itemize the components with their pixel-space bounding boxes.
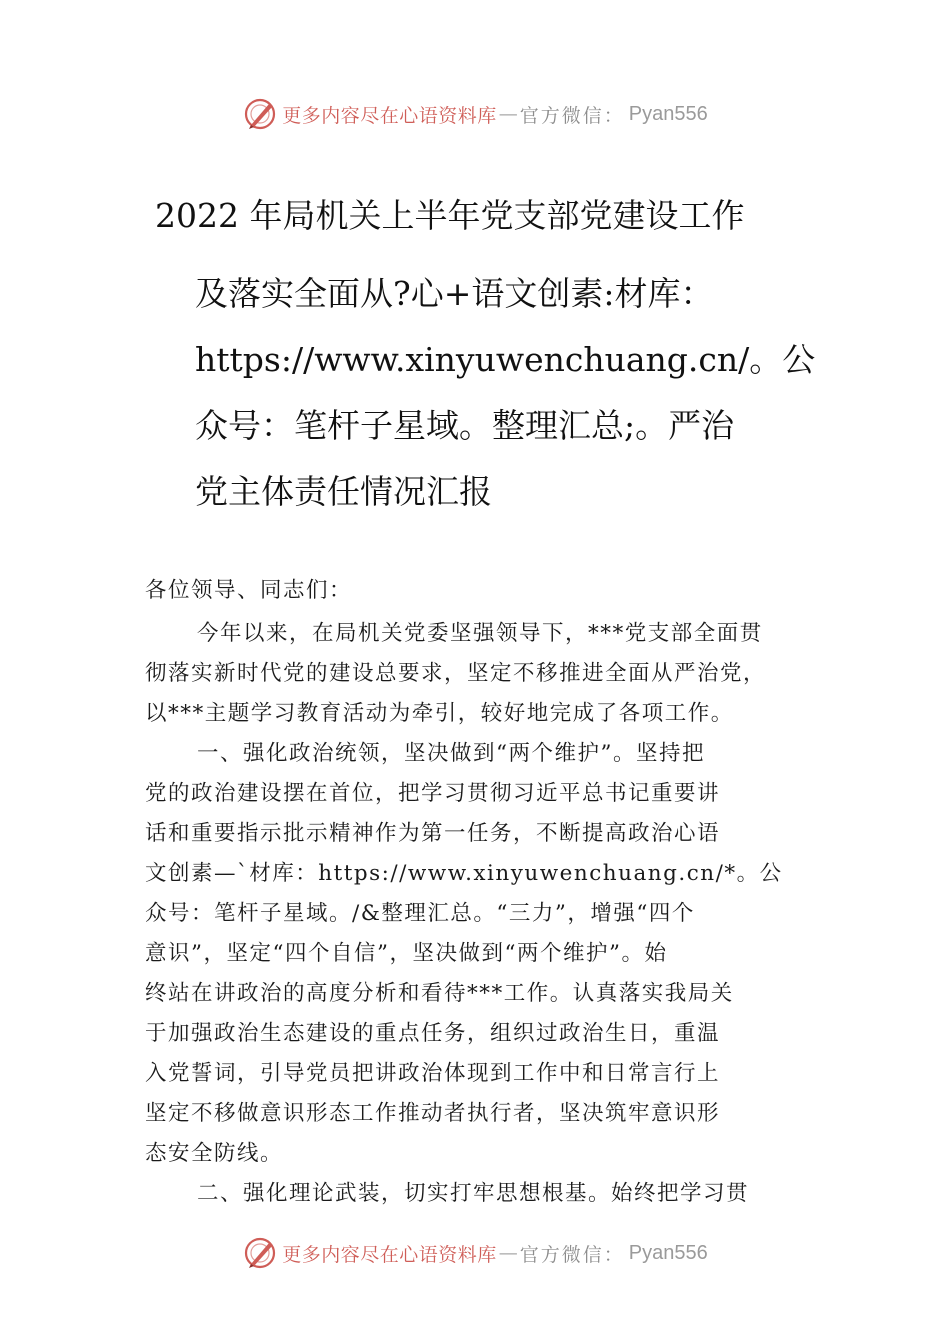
banner-separator: — — [498, 1242, 518, 1264]
paragraph-line: 彻落实新时代党的建设总要求，坚定不移推进全面从严治党， — [145, 661, 767, 686]
banner-wechat-label: 官方微信： — [519, 1243, 625, 1266]
banner-text: 更多内容尽在心语资料库 — [282, 1243, 497, 1266]
title-line: 众号：笔杆子星域。整理汇总;。严治 — [195, 406, 735, 445]
banner-wechat-label: 官方微信： — [519, 104, 625, 127]
paragraph-line: 于加强政治生态建设的重点任务，组织过政治生日，重温 — [145, 1021, 721, 1046]
banner-separator: — — [498, 103, 518, 125]
paragraph-line: 态安全防线。 — [145, 1141, 284, 1166]
paragraph-line: 今年以来，在局机关党委坚强领导下，***党支部全面贯 — [197, 621, 763, 646]
paragraph-line: 众号：笔杆子星域。/&整理汇总。“三力”，增强“四个 — [145, 901, 695, 926]
title-line: https://www.xinyuwenchuang.cn/。公 — [195, 340, 816, 379]
paragraph-line: 文创素—`材库：https://www.xinyuwenchuang.cn/*。公 — [145, 861, 783, 886]
paragraph-line: 入党誓词，引导党员把讲政治体现到工作中和日常言行上 — [145, 1061, 721, 1086]
title-line: 及落实全面从?心+语文创素:材库： — [195, 274, 714, 313]
paragraph-line: 党的政治建设摆在首位，把学习贯彻习近平总书记重要讲 — [145, 781, 721, 806]
paragraph-line: 话和重要指示批示精神作为第一任务，不断提高政治心语 — [145, 821, 721, 846]
banner-text: 更多内容尽在心语资料库 — [282, 104, 497, 127]
title-line: 2022 年局机关上半年党支部党建设工作 — [155, 196, 745, 235]
pen-seal-icon — [242, 96, 278, 132]
paragraph-line: 一、强化政治统领，坚决做到“两个维护”。坚持把 — [197, 741, 705, 766]
paragraph-line: 终站在讲政治的高度分析和看待***工作。认真落实我局关 — [145, 981, 734, 1006]
paragraph-line: 以***主题学习教育活动为牵引，较好地完成了各项工作。 — [145, 701, 734, 726]
paragraph-line: 坚定不移做意识形态工作推动者执行者，坚决筑牢意识形 — [145, 1101, 721, 1126]
header-banner — [0, 94, 950, 134]
title-line: 党主体责任情况汇报 — [195, 472, 492, 511]
pen-seal-icon — [242, 1235, 278, 1271]
banner-wechat-id: Pyan556 — [628, 1241, 708, 1264]
paragraph-line: 意识”，坚定“四个自信”，坚决做到“两个维护”。始 — [145, 941, 668, 966]
banner-wechat-id: Pyan556 — [628, 102, 708, 125]
footer-banner — [0, 1233, 950, 1273]
salutation: 各位领导、同志们： — [145, 578, 353, 603]
paragraph-line: 二、强化理论武装，切实打牢思想根基。始终把学习贯 — [197, 1181, 750, 1206]
